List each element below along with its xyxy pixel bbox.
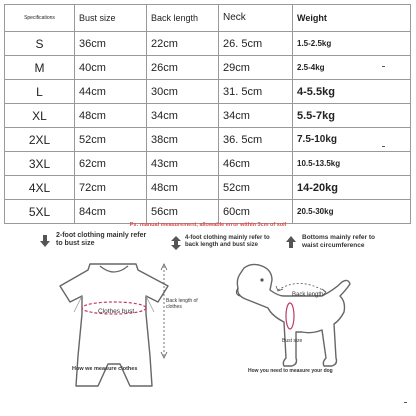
arrow-up-icon [284,235,298,249]
measure-guide [0,232,416,416]
table-row [5,176,411,200]
double-arrow-icon [170,236,182,250]
neck-cell: 29cm [219,56,293,80]
corner-mark [382,66,385,67]
size-cell: M [5,56,75,80]
weight-cell: 4-5.5kg [293,80,411,104]
header-specifications: Specifications [5,5,75,32]
clothes-caption: How we measure clothes [72,366,138,372]
neck-cell: 31. 5cm [219,80,293,104]
corner-mark [382,146,385,147]
weight-cell: 1.5-2.5kg [293,32,411,56]
weight-cell: 2.5-4kg [293,56,411,80]
four-foot-guide: 4-foot clothing mainly refer to back length and bust size [185,235,270,248]
corner-mark [404,402,407,403]
table-row [5,104,411,128]
size-cell: 4XL [5,176,75,200]
bust-cell: 84cm [75,200,147,224]
back-length-cell: 22cm [147,32,219,56]
back-length-cell: 38cm [147,128,219,152]
back-length-cell: 56cm [147,200,219,224]
table-row [5,56,411,80]
table-row [5,32,411,56]
size-cell: 2XL [5,128,75,152]
size-cell: L [5,80,75,104]
weight-cell: 20.5-30kg [293,200,411,224]
weight-cell: 14-20kg [293,176,411,200]
dog-illustration [222,260,362,372]
dog-bust-measure-line [286,303,294,329]
clothes-back-length-label: Back length of clothes [166,298,198,310]
back-length-cell: 43cm [147,152,219,176]
bust-cell: 72cm [75,176,147,200]
dog-caption: How you need to measure your dog [248,368,333,374]
bust-cell: 52cm [75,128,147,152]
table-row [5,152,411,176]
back-length-cell: 34cm [147,104,219,128]
clothes-bust-label: Clothes bust [98,308,135,315]
neck-cell: 46cm [219,152,293,176]
bust-cell: 48cm [75,104,147,128]
dog-bust-size-label: Bust size [282,338,303,344]
weight-cell: 5.5-7kg [293,104,411,128]
table-row [5,128,411,152]
bust-cell: 44cm [75,80,147,104]
bust-cell: 40cm [75,56,147,80]
table-header-row [5,5,411,32]
size-table-container [4,4,410,219]
neck-cell: 26. 5cm [219,32,293,56]
header-bust: Bust size [75,5,147,32]
table-row [5,200,411,224]
bust-cell: 62cm [75,152,147,176]
back-length-cell: 30cm [147,80,219,104]
size-table [4,4,411,224]
measurement-note: Ps: manual measurement, allowable error within 3cm of soil [129,222,287,228]
back-length-cell: 48cm [147,176,219,200]
size-cell: 5XL [5,200,75,224]
two-foot-guide: 2-foot clothing mainly refer to bust size [56,232,147,247]
back-length-cell: 26cm [147,56,219,80]
neck-cell: 36. 5cm [219,128,293,152]
header-weight: Weight [293,5,411,32]
neck-cell: 34cm [219,104,293,128]
size-cell: S [5,32,75,56]
bottoms-guide: Bottoms mainly refer to waist circumference [302,234,375,249]
size-cell: 3XL [5,152,75,176]
weight-cell: 7.5-10kg [293,128,411,152]
neck-cell: 60cm [219,200,293,224]
header-neck: Neck [219,5,293,32]
header-back-length: Back length [147,5,219,32]
arrow-down-icon [38,234,52,248]
size-cell: XL [5,104,75,128]
table-row [5,80,411,104]
bust-cell: 36cm [75,32,147,56]
neck-cell: 52cm [219,176,293,200]
weight-cell: 10.5-13.5kg [293,152,411,176]
dog-back-length-label: Back length [292,292,324,298]
